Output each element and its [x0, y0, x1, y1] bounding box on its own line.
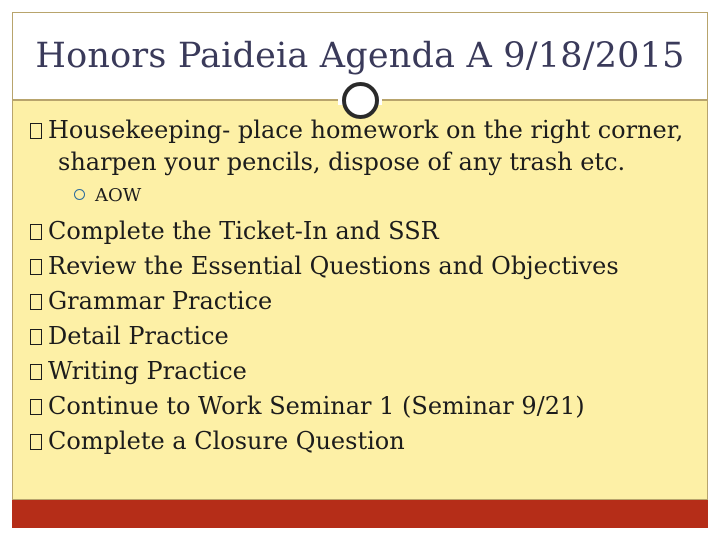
agenda-item	[30, 214, 702, 249]
agenda-item-continuation: sharpen your pencils, dispose of any trash etc.	[58, 148, 626, 176]
agenda-item	[30, 113, 702, 180]
footer-bar	[12, 500, 708, 528]
slide-title: Honors Paideia Agenda A 9/18/2015	[35, 36, 685, 76]
agenda-item-text: Detail Practice	[48, 322, 229, 350]
agenda-item	[30, 424, 702, 459]
agenda-item	[30, 249, 702, 284]
box-bullet-icon	[30, 434, 42, 450]
agenda-item-text: Complete a Closure Question	[48, 427, 405, 455]
agenda-item-text: Complete the Ticket-In and SSR	[48, 217, 439, 245]
agenda-list	[30, 113, 702, 459]
agenda-item-text: Writing Practice	[48, 357, 247, 385]
box-bullet-icon	[30, 224, 42, 240]
sub-item-text: AOW	[95, 185, 142, 206]
agenda-item-text: Review the Essential Questions and Objectives	[48, 252, 619, 280]
agenda-item	[30, 389, 702, 424]
box-bullet-icon	[30, 399, 42, 415]
agenda-item	[30, 354, 702, 389]
agenda-item-text: Continue to Work Seminar 1 (Seminar 9/21)	[48, 392, 585, 420]
hollow-circle-bullet-icon	[74, 189, 85, 200]
sub-item	[74, 184, 702, 208]
agenda-item	[30, 284, 702, 319]
box-bullet-icon	[30, 364, 42, 380]
agenda-item-text: Grammar Practice	[48, 287, 273, 315]
box-bullet-icon	[30, 294, 42, 310]
box-bullet-icon	[30, 259, 42, 275]
agenda-item	[30, 319, 702, 354]
agenda-item-text: Housekeeping- place homework on the right corner,	[48, 116, 684, 144]
box-bullet-icon	[30, 329, 42, 345]
box-bullet-icon	[30, 123, 42, 139]
